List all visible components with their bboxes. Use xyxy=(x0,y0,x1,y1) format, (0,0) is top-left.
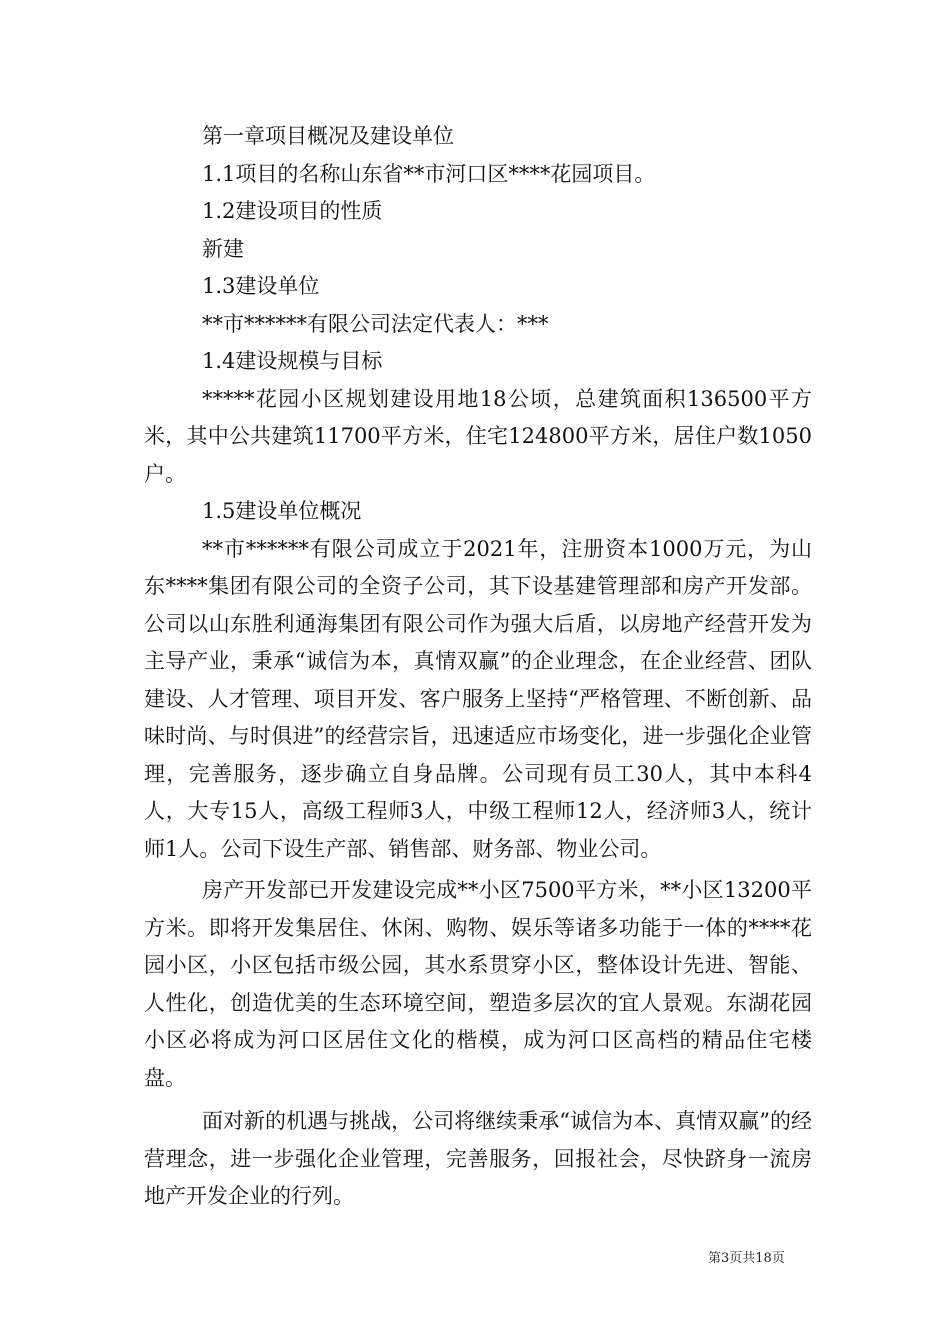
document-body xyxy=(144,118,812,1216)
paragraph-company-overview: **市******有限公司成立于2021年，注册资本1000万元，为山东****集团有限公司的全资子公司，其下设基建管理部和房产开发部。公司以山东胜利通海集团有限公司作为强大后盾，以房地产经营开发为主导产业，秉承“诚信为本，真情双赢”的企业理念，在企业经营、团队建设、人才管理、项目开发、客户服务上坚持“严格管理、不断创新、品味时尚、与时俱进”的经营宗旨，迅速适应市场变化，进一步强化企业管理，完善服务，逐步确立自身品牌。公司现有员工30人，其中本科4人，大专15人，高级工程师3人，中级工程师12人，经济师3人，统计师1人。公司下设生产部、销售部、财务部、物业公司。 xyxy=(144,536,812,861)
builder-legal-rep-line: **市******有限公司法定代表人：*** xyxy=(202,311,549,336)
section-heading-nature: 1.2建设项目的性质 xyxy=(202,199,383,223)
paragraph-future-outlook: 面对新的机遇与挑战，公司将继续秉承“诚信为本、真情双赢”的经营理念，进一步强化企业管理，完善服务，回报社会，尽快跻身一流房地产开发企业的行列。 xyxy=(144,1109,812,1208)
paragraph-scale: *****花园小区规划建设用地18公顷，总建筑面积136500平方米，其中公共建筑11700平方米，住宅124800平方米，居住户数1050户。 xyxy=(144,386,812,486)
project-name-line: 1.1项目的名称山东省**市河口区****花园项目。 xyxy=(202,161,656,186)
page-number-footer: 第3页共18页 xyxy=(708,1251,785,1266)
project-nature-value: 新建 xyxy=(202,236,244,261)
section-heading-scale: 1.4建设规模与目标 xyxy=(202,349,383,373)
section-heading-overview: 1.5建设单位概况 xyxy=(202,499,362,523)
chapter-title: 第一章项目概况及建设单位 xyxy=(202,124,454,148)
paragraph-developed-projects: 房产开发部已开发建设完成**小区7500平方米，**小区13200平方米。即将开发集居住、休闲、购物、娱乐等诸多功能于一体的****花园小区，小区包括市级公园，其水系贯穿小区，整体设计先进、智能、人性化，创造优美的生态环境空间，塑造多层次的宜人景观。东湖花园小区必将成为河口区居住文化的楷模，成为河口区高档的精品住宅楼盘。 xyxy=(144,878,812,1090)
section-heading-builder: 1.3建设单位 xyxy=(202,274,320,298)
